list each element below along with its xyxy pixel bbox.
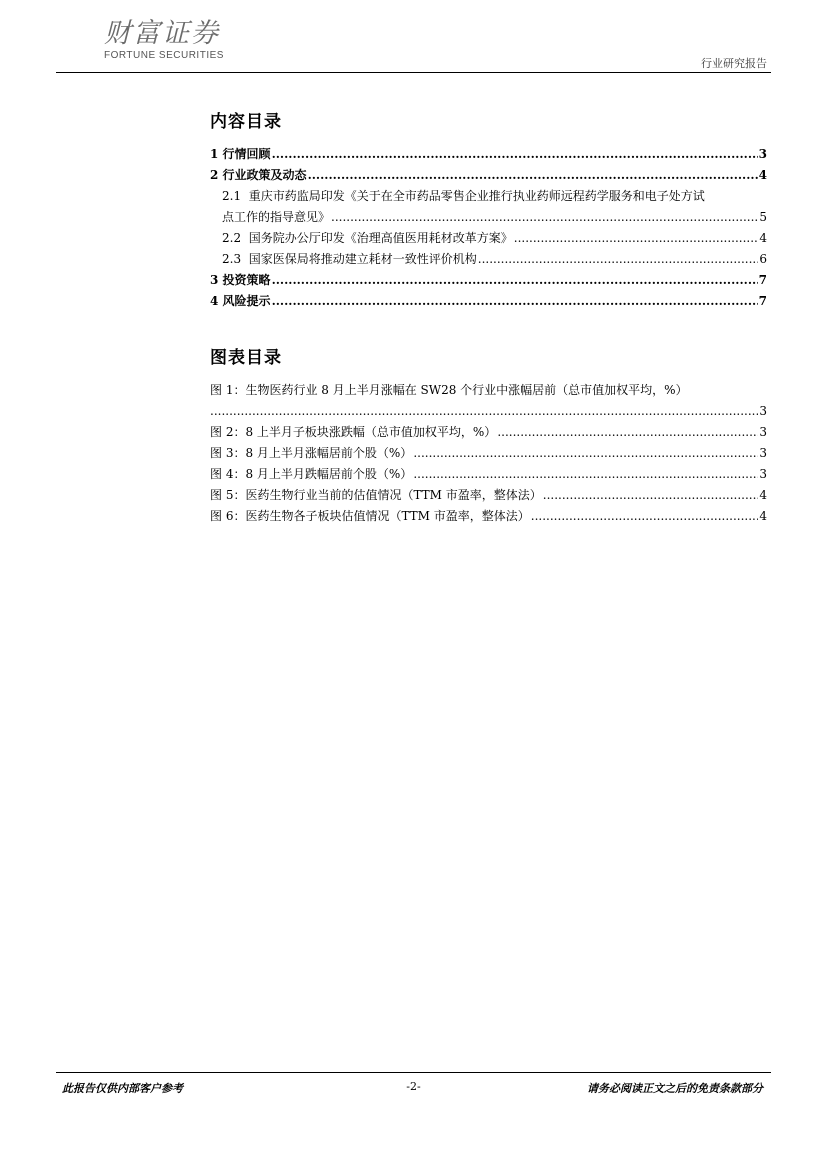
toc-entry-number: 2.2 bbox=[222, 231, 242, 245]
toc-leader bbox=[272, 270, 758, 291]
toc-subentry[interactable] bbox=[210, 186, 767, 228]
contents-title: 内容目录 bbox=[210, 112, 282, 132]
toc-entry-number: 4 bbox=[210, 294, 219, 308]
figure-entry-text: 图 3：8 月上半月涨幅居前个股（%） bbox=[210, 446, 413, 460]
toc-entry[interactable] bbox=[210, 291, 767, 312]
toc-entry[interactable] bbox=[210, 144, 767, 165]
figure-entry-page: 3 bbox=[759, 425, 767, 439]
contents-list bbox=[210, 144, 767, 312]
toc-entry[interactable] bbox=[210, 165, 767, 186]
footer-disclaimer-right: 请务必阅读正文之后的免责条款部分 bbox=[587, 1082, 763, 1095]
figure-entry-page: 3 bbox=[759, 404, 767, 418]
toc-entry-number: 1 bbox=[210, 147, 219, 161]
toc-leader bbox=[531, 506, 759, 527]
figure-entry-text: 图 2：8 上半月子板块涨跌幅（总市值加权平均，%） bbox=[210, 425, 497, 439]
toc-entry-page: 4 bbox=[758, 168, 767, 182]
page-number: -2- bbox=[406, 1080, 421, 1093]
toc-leader bbox=[478, 249, 759, 270]
figure-entry[interactable] bbox=[210, 380, 767, 422]
toc-entry-text: 国家医保局将推动建立耗材一致性评价机构 bbox=[248, 252, 477, 266]
toc-leader bbox=[543, 485, 759, 506]
figure-entry[interactable] bbox=[210, 464, 767, 485]
toc-leader bbox=[210, 401, 758, 422]
toc-entry-page: 7 bbox=[758, 273, 767, 287]
toc-entry-text: 风险提示 bbox=[222, 294, 271, 308]
toc-leader bbox=[413, 464, 758, 485]
figure-entry-page: 3 bbox=[759, 467, 767, 481]
logo-english-name: FORTUNE SECURITIES bbox=[104, 50, 224, 61]
figures-list bbox=[210, 380, 767, 527]
figure-entry-text: 图 4：8 月上半月跌幅居前个股（%） bbox=[210, 467, 413, 481]
report-type: 行业研究报告 bbox=[701, 57, 767, 70]
toc-entry-page: 3 bbox=[758, 147, 767, 161]
footer-divider bbox=[56, 1072, 771, 1073]
contents-section bbox=[210, 111, 767, 133]
toc-entry-number: 2 bbox=[210, 168, 219, 182]
toc-leader bbox=[272, 291, 758, 312]
toc-leader bbox=[413, 443, 758, 464]
toc-entry-number: 3 bbox=[210, 273, 219, 287]
figure-entry[interactable] bbox=[210, 485, 767, 506]
figure-entry-text: 图 6：医药生物各子板块估值情况（TTM 市盈率，整体法） bbox=[210, 509, 530, 523]
figure-entry-page: 4 bbox=[759, 509, 767, 523]
toc-entry[interactable] bbox=[210, 270, 767, 291]
toc-entry-page: 5 bbox=[759, 210, 767, 224]
figure-entry-text: 图 5：医药生物行业当前的估值情况（TTM 市盈率，整体法） bbox=[210, 488, 542, 502]
toc-entry-page: 4 bbox=[759, 231, 767, 245]
toc-entry-text: 行业政策及动态 bbox=[222, 168, 307, 182]
toc-entry-text: 重庆市药监局印发《关于在全市药品零售企业推行执业药师远程药学服务和电子处方试 bbox=[248, 189, 705, 203]
toc-entry-text: 国务院办公厅印发《治理高值医用耗材改革方案》 bbox=[248, 231, 513, 245]
toc-entry-page: 6 bbox=[759, 252, 767, 266]
toc-subentry[interactable] bbox=[210, 228, 767, 249]
toc-entry-number: 2.1 bbox=[222, 189, 242, 203]
toc-entry-text-cont: 点工作的指导意见》 bbox=[222, 210, 331, 224]
logo-chinese-name: 财富证券 bbox=[104, 18, 220, 49]
toc-leader bbox=[272, 144, 758, 165]
company-logo bbox=[104, 18, 224, 62]
toc-leader bbox=[331, 207, 758, 228]
figure-entry[interactable] bbox=[210, 443, 767, 464]
figure-entry[interactable] bbox=[210, 422, 767, 443]
figures-section bbox=[210, 347, 767, 369]
figure-entry[interactable] bbox=[210, 506, 767, 527]
toc-entry-page: 7 bbox=[758, 294, 767, 308]
toc-subentry[interactable] bbox=[210, 249, 767, 270]
figure-entry-page: 3 bbox=[759, 446, 767, 460]
toc-entry-text: 行情回顾 bbox=[222, 147, 271, 161]
figures-title: 图表目录 bbox=[210, 348, 282, 368]
toc-entry-text: 投资策略 bbox=[222, 273, 271, 287]
header-divider bbox=[56, 72, 771, 73]
figure-entry-text: 图 1：生物医药行业 8 月上半月涨幅在 SW28 个行业中涨幅居前（总市值加权平均，%） bbox=[210, 383, 688, 397]
footer-disclaimer-left: 此报告仅供内部客户参考 bbox=[62, 1082, 183, 1095]
toc-leader bbox=[497, 422, 758, 443]
toc-leader bbox=[514, 228, 759, 249]
toc-entry-number: 2.3 bbox=[222, 252, 242, 266]
figure-entry-page: 4 bbox=[759, 488, 767, 502]
toc-leader bbox=[308, 165, 758, 186]
